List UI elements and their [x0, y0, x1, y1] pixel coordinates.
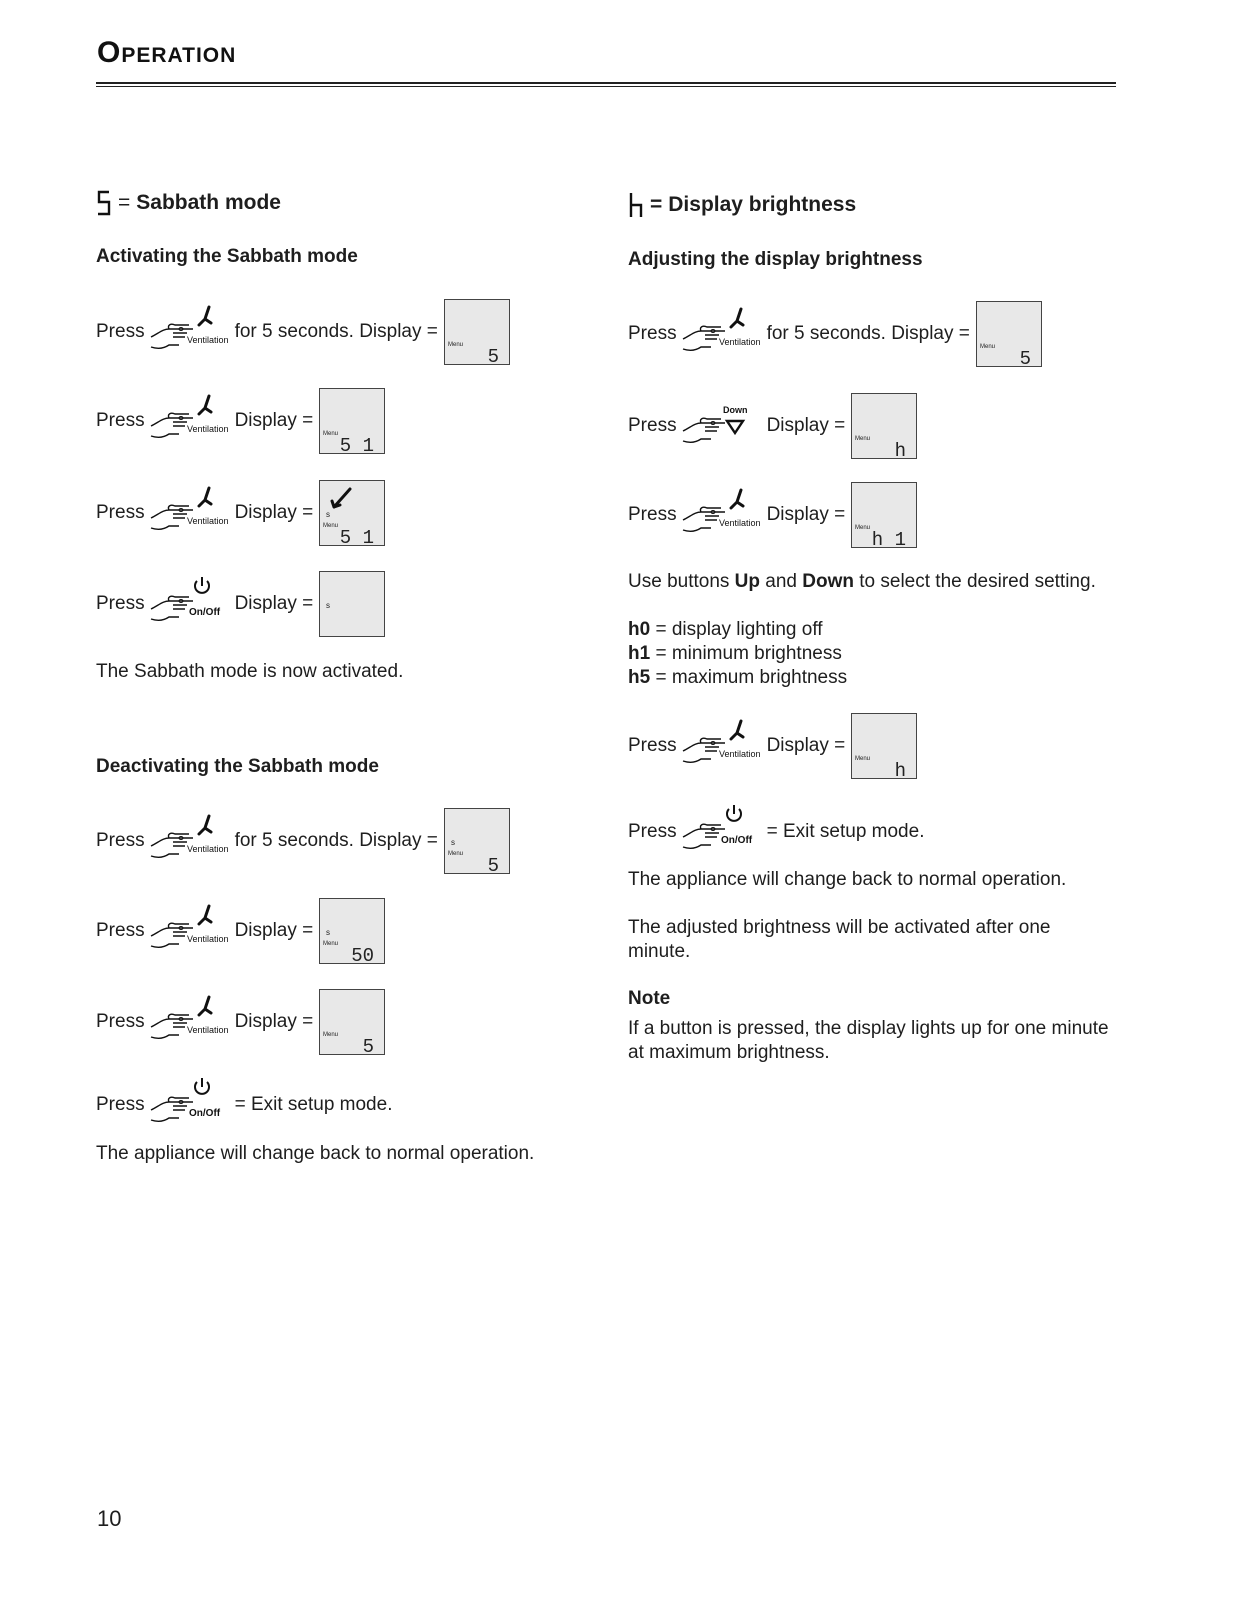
page-number: 10: [97, 1506, 122, 1531]
pointing-hand-icon: [149, 575, 229, 633]
brightness-heading: [628, 192, 856, 218]
lcd-display: [444, 808, 510, 874]
lcd-display: [851, 713, 917, 779]
exit-text: = Exit setup mode.: [234, 1094, 393, 1115]
step-instruction: Display =: [766, 735, 846, 756]
step-instruction: Display =: [234, 502, 314, 523]
adjust-title: Adjusting the display brightness: [628, 249, 923, 270]
down-button-hand[interactable]: [681, 397, 761, 455]
svg-text:Ventilation: Ventilation: [186, 844, 229, 854]
fan-icon: [199, 307, 211, 325]
exit-step-left: [96, 1070, 392, 1140]
svg-text:5 1: 5 1: [340, 435, 375, 455]
step-row: [96, 806, 510, 876]
svg-text:h: h: [894, 440, 907, 460]
press-label: Press: [96, 920, 145, 941]
page-title: Operation: [97, 36, 237, 69]
level-item: [628, 666, 847, 690]
svg-text:Menu: Menu: [323, 431, 339, 437]
ventilation-button-hand[interactable]: [149, 392, 229, 450]
lcd-display: [444, 299, 510, 365]
level-code: h1: [628, 643, 651, 664]
svg-text:Menu: Menu: [855, 756, 871, 762]
ventilation-button-hand[interactable]: [149, 812, 229, 870]
pointing-hand-icon: [149, 812, 229, 870]
level-desc: = minimum brightness: [650, 643, 842, 664]
svg-text:5: 5: [1019, 348, 1031, 368]
ventilation-button-hand[interactable]: [149, 993, 229, 1051]
step-row: [96, 569, 385, 639]
svg-text:Menu: Menu: [447, 851, 463, 857]
level-item: [628, 642, 847, 666]
step-instruction: for 5 seconds. Display =: [766, 323, 970, 344]
step-instruction: Display =: [234, 920, 314, 941]
heading-text: Sabbath mode: [136, 191, 281, 214]
seven-segment-h-icon: [628, 192, 644, 218]
svg-text:On/Off: On/Off: [188, 607, 220, 618]
svg-text:Menu: Menu: [855, 525, 871, 531]
step-row: [96, 297, 510, 367]
svg-text:Ventilation: Ventilation: [186, 516, 229, 526]
down-word: Down: [802, 571, 854, 592]
svg-text:Ventilation: Ventilation: [186, 335, 229, 345]
pointing-hand-icon: [681, 305, 761, 363]
level-item: [628, 618, 847, 642]
sabbath-heading: [96, 190, 281, 216]
lcd-display: [319, 480, 385, 546]
level-code: h0: [628, 619, 651, 640]
press-label: Press: [628, 504, 677, 525]
press-label: Press: [96, 410, 145, 431]
fan-icon: [199, 488, 211, 506]
svg-text:Ventilation: Ventilation: [718, 749, 761, 759]
svg-text:Menu: Menu: [323, 941, 339, 947]
press-label: Press: [96, 830, 145, 851]
step-instruction: for 5 seconds. Display =: [234, 321, 438, 342]
step-row: [96, 896, 385, 966]
ventilation-button-hand[interactable]: [149, 902, 229, 960]
header-rule: [96, 82, 1116, 84]
fan-icon: [199, 816, 211, 834]
lcd-display: [319, 898, 385, 964]
svg-text:5: 5: [487, 855, 499, 875]
note-title: Note: [628, 988, 671, 1009]
level-desc: = maximum brightness: [650, 667, 848, 688]
svg-text:5 1: 5 1: [340, 527, 375, 547]
press-label: Press: [628, 735, 677, 756]
press-label: Press: [96, 593, 145, 614]
press-label: Press: [628, 323, 677, 344]
lcd-display: [319, 571, 385, 637]
down-triangle-icon: [727, 421, 743, 433]
lcd-display: [851, 482, 917, 548]
header-rule-thin: [96, 86, 1116, 87]
lcd-display: [319, 388, 385, 454]
power-icon: [727, 805, 741, 821]
lcd-display: [976, 301, 1042, 367]
step-instruction: for 5 seconds. Display =: [234, 830, 438, 851]
ventilation-button-hand[interactable]: [149, 484, 229, 542]
note-text: If a button is pressed, the display lights up for one minute at maximum brightness.: [628, 1018, 1109, 1063]
ventilation-button-hand[interactable]: [681, 305, 761, 363]
deactivate-title: Deactivating the Sabbath mode: [96, 756, 379, 777]
adjusted-brightness-text: The adjusted brightness will be activated after one minute.: [628, 917, 1051, 962]
lcd-display: [851, 393, 917, 459]
exit-step-right: [628, 797, 924, 867]
pointing-hand-icon: [149, 1076, 229, 1134]
press-label: Press: [96, 1094, 145, 1115]
fan-icon: [199, 906, 211, 924]
step-row: [628, 391, 917, 461]
fan-icon: [731, 490, 743, 508]
normal-operation-text: The appliance will change back to normal operation.: [96, 1143, 535, 1164]
svg-text:h: h: [894, 760, 907, 780]
svg-text:50: 50: [351, 945, 375, 965]
step-row: [96, 386, 385, 456]
press-label: Press: [628, 415, 677, 436]
use-buttons-mid: and: [760, 571, 803, 592]
fan-icon: [731, 309, 743, 327]
svg-text:Menu: Menu: [323, 523, 339, 529]
press-label: Press: [96, 321, 145, 342]
fan-icon: [199, 396, 211, 414]
svg-text:On/Off: On/Off: [720, 835, 752, 846]
onoff-button-hand[interactable]: [149, 575, 229, 633]
fan-icon: [199, 997, 211, 1015]
svg-text:Ventilation: Ventilation: [718, 518, 761, 528]
ventilation-button-hand[interactable]: [681, 717, 761, 775]
step-instruction: Display =: [234, 1011, 314, 1032]
onoff-button-hand[interactable]: [681, 803, 761, 861]
pointing-hand-icon: [681, 397, 761, 455]
exit-text: = Exit setup mode.: [766, 821, 925, 842]
pointing-hand-icon: [149, 484, 229, 542]
svg-text:s: s: [326, 510, 331, 519]
step-instruction: Display =: [234, 593, 314, 614]
step-instruction: Display =: [234, 410, 314, 431]
normal-operation-text: The appliance will change back to normal operation.: [628, 869, 1067, 890]
pointing-hand-icon: [149, 993, 229, 1051]
press-label: Press: [628, 821, 677, 842]
seven-segment-5-icon: [96, 190, 112, 216]
svg-text:Menu: Menu: [855, 436, 871, 442]
svg-text:Ventilation: Ventilation: [186, 1025, 229, 1035]
up-word: Up: [734, 571, 760, 592]
power-icon: [195, 1078, 209, 1094]
ventilation-button-hand[interactable]: [681, 486, 761, 544]
svg-text:Menu: Menu: [323, 1032, 339, 1038]
brightness-levels: [628, 618, 847, 690]
pointing-hand-icon: [149, 303, 229, 361]
power-icon: [195, 577, 209, 593]
level-desc: = display lighting off: [650, 619, 823, 640]
step-row: [96, 478, 385, 548]
level-code: h5: [628, 667, 651, 688]
svg-text:Ventilation: Ventilation: [186, 934, 229, 944]
pointing-hand-icon: [681, 717, 761, 775]
pointing-hand-icon: [149, 392, 229, 450]
svg-text:Down: Down: [722, 405, 748, 415]
svg-text:s: s: [326, 601, 331, 610]
svg-text:Menu: Menu: [447, 342, 463, 348]
heading-equals: =: [118, 191, 131, 214]
fan-icon: [731, 721, 743, 739]
activated-text: The Sabbath mode is now activated.: [96, 661, 404, 682]
use-buttons-text: [628, 570, 1096, 594]
step-instruction: Display =: [766, 415, 846, 436]
pointing-hand-icon: [681, 486, 761, 544]
ventilation-button-hand[interactable]: [149, 303, 229, 361]
svg-text:Ventilation: Ventilation: [186, 424, 229, 434]
lcd-display: [319, 989, 385, 1055]
svg-text:On/Off: On/Off: [188, 1108, 220, 1119]
pointing-hand-icon: [681, 803, 761, 861]
svg-text:5: 5: [362, 1036, 375, 1056]
heading-text: Display brightness: [668, 193, 857, 216]
svg-text:Ventilation: Ventilation: [718, 337, 761, 347]
svg-text:5: 5: [487, 346, 499, 366]
use-buttons-pre: Use buttons: [628, 571, 735, 592]
step-row: [628, 711, 917, 781]
step-row: [96, 987, 385, 1057]
pointing-hand-icon: [149, 902, 229, 960]
activate-title: Activating the Sabbath mode: [96, 246, 358, 267]
svg-text:s: s: [450, 838, 455, 847]
svg-text:s: s: [326, 928, 331, 937]
step-row: [628, 480, 917, 550]
heading-equals: =: [650, 193, 663, 216]
step-instruction: Display =: [766, 504, 846, 525]
step-row: [628, 299, 1042, 369]
use-buttons-post: to select the desired setting.: [853, 571, 1096, 592]
press-label: Press: [96, 1011, 145, 1032]
svg-text:h 1: h 1: [872, 529, 907, 549]
svg-text:Menu: Menu: [979, 344, 995, 350]
onoff-button-hand[interactable]: [149, 1076, 229, 1134]
press-label: Press: [96, 502, 145, 523]
